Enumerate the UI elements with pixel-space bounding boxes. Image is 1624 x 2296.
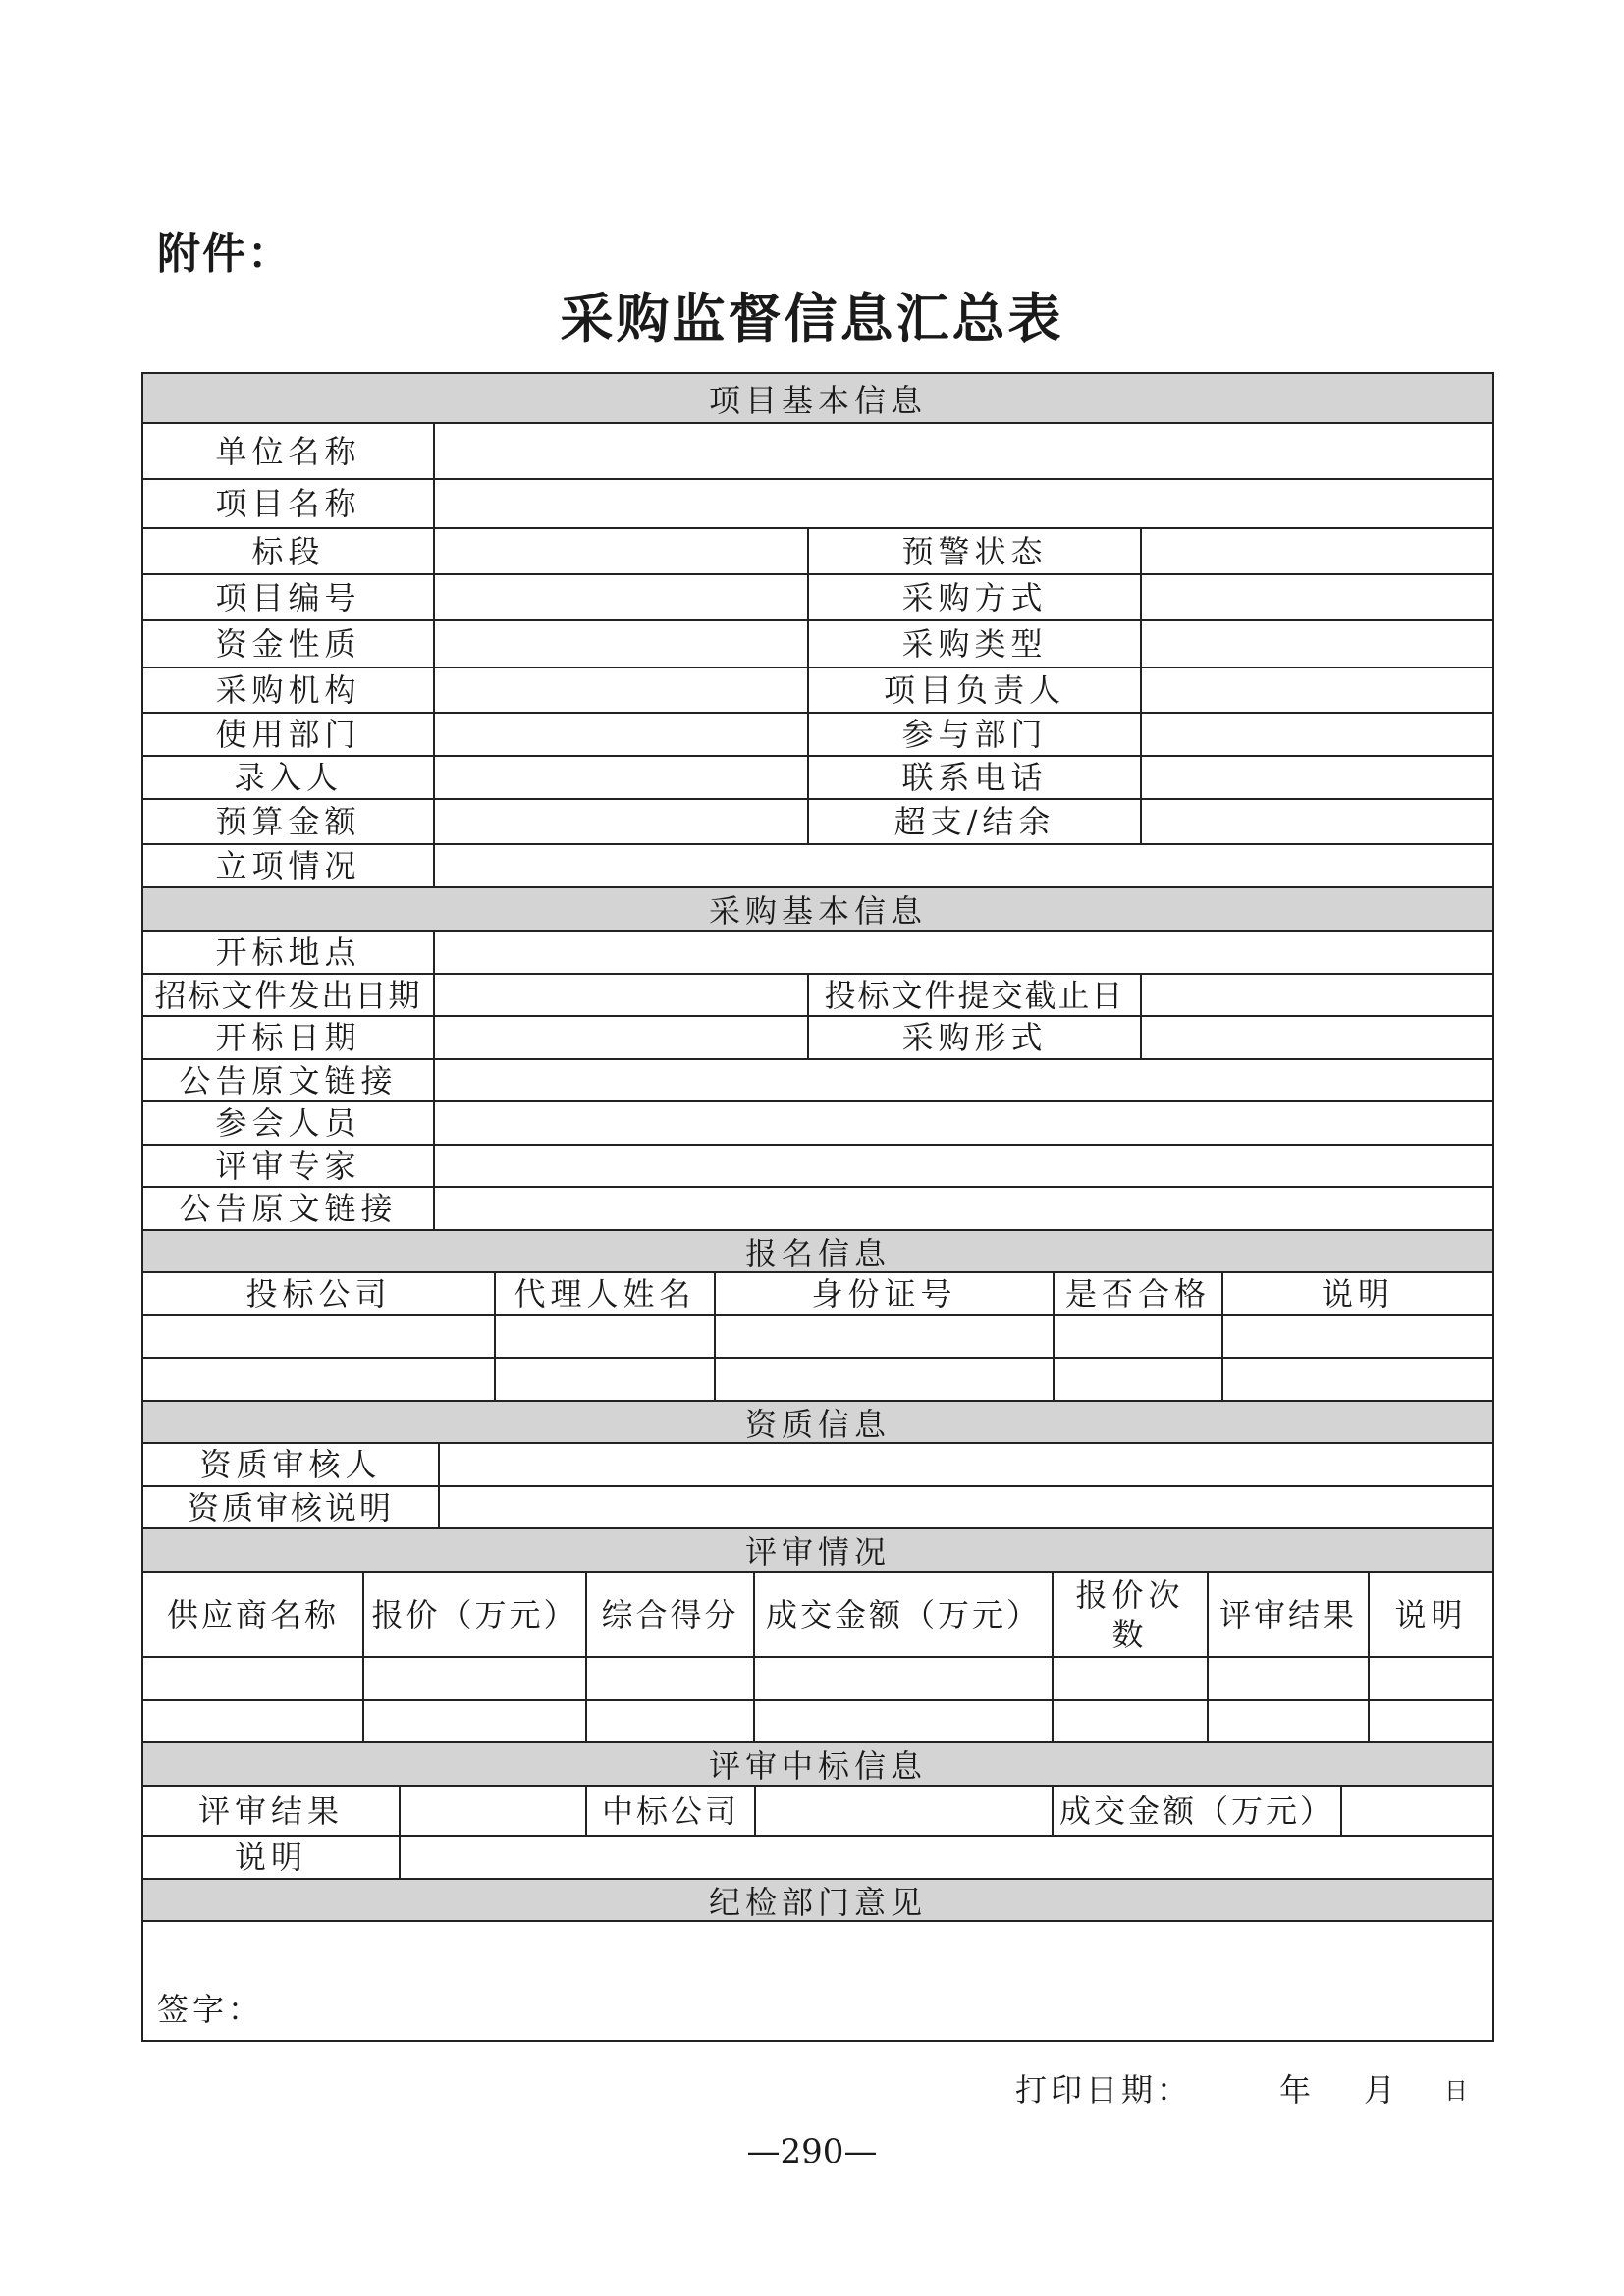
value-winner[interactable] — [756, 1787, 1054, 1835]
label-winner: 中标公司 — [587, 1787, 756, 1835]
col-quote-count: 报价次数 — [1054, 1573, 1209, 1656]
section-title: 资质信息 — [744, 1405, 891, 1443]
value-bid-location[interactable] — [435, 932, 1492, 973]
registration-header-row — [143, 1273, 1492, 1316]
section-title: 采购基本信息 — [708, 892, 927, 930]
row-lot — [143, 529, 1492, 575]
row-entered-by — [143, 757, 1492, 800]
table-cell[interactable] — [587, 1658, 755, 1699]
value-award-deal-amount[interactable] — [1342, 1787, 1492, 1835]
label-bid-deadline: 投标文件提交截止日 — [809, 975, 1142, 1015]
table-cell[interactable] — [1055, 1316, 1223, 1357]
label-doc-issue-date: 招标文件发出日期 — [143, 975, 435, 1015]
table-cell[interactable] — [755, 1658, 1054, 1699]
label-using-dept: 使用部门 — [143, 714, 435, 755]
table-row — [143, 1359, 1492, 1402]
section-title: 评审中标信息 — [708, 1747, 927, 1785]
label-fund-nature: 资金性质 — [143, 621, 435, 667]
print-day-label: 日 — [1444, 2077, 1472, 2105]
col-supplier-name: 供应商名称 — [143, 1573, 364, 1656]
row-qual-reviewer — [143, 1444, 1492, 1487]
row-project-name — [143, 480, 1492, 529]
row-using-dept — [143, 714, 1492, 757]
value-bid-deadline[interactable] — [1142, 975, 1492, 1015]
value-award-result[interactable] — [401, 1787, 587, 1835]
table-cell[interactable] — [496, 1359, 716, 1400]
row-approval — [143, 845, 1492, 888]
col-note: 说明 — [1394, 1595, 1468, 1633]
table-cell[interactable] — [716, 1316, 1055, 1357]
row-unit-name — [143, 424, 1492, 480]
col-score: 综合得分 — [587, 1573, 755, 1656]
table-cell[interactable] — [1223, 1359, 1492, 1400]
table-cell[interactable] — [587, 1701, 755, 1741]
page-number: —290— — [746, 2132, 878, 2171]
print-year-label: 年 — [1279, 2071, 1316, 2109]
label-bid-date: 开标日期 — [143, 1017, 435, 1058]
label-award-note: 说明 — [143, 1837, 401, 1878]
row-award-result — [143, 1787, 1492, 1837]
label-procure-type: 采购类型 — [809, 621, 1142, 667]
value-procure-form[interactable] — [1142, 1017, 1492, 1058]
section-project-basic — [143, 374, 1492, 424]
print-month-label: 月 — [1364, 2071, 1400, 2109]
row-attendees — [143, 1102, 1492, 1146]
col-id-number: 身份证号 — [716, 1273, 1055, 1314]
label-experts: 评审专家 — [143, 1146, 435, 1186]
label-over-balance: 超支/结余 — [809, 800, 1142, 843]
label-project-no: 项目编号 — [143, 575, 435, 619]
row-bid-date — [143, 1017, 1492, 1060]
label-project-leader: 项目负责人 — [809, 668, 1142, 712]
table-cell[interactable] — [364, 1701, 587, 1741]
col-bidder-company: 投标公司 — [143, 1273, 496, 1314]
signature-label: 签字： — [157, 1991, 264, 2028]
col-quote: 报价（万元） — [364, 1573, 587, 1656]
value-procure-agency[interactable] — [435, 668, 809, 712]
label-contact-phone: 联系电话 — [809, 757, 1142, 798]
label-qual-note: 资质审核说明 — [143, 1487, 440, 1527]
value-procure-method[interactable] — [1142, 575, 1492, 619]
row-notice-link-2 — [143, 1188, 1492, 1231]
value-procure-type[interactable] — [1142, 621, 1492, 667]
label-budget-amount: 预算金额 — [143, 800, 435, 843]
label-project-name: 项目名称 — [143, 480, 435, 527]
row-project-no — [143, 575, 1492, 621]
label-procure-method: 采购方式 — [809, 575, 1142, 619]
label-warning-status: 预警状态 — [809, 529, 1142, 573]
row-notice-link — [143, 1060, 1492, 1102]
section-title: 报名信息 — [744, 1234, 891, 1272]
section-qualification — [143, 1402, 1492, 1444]
col-deal-amount: 成交金额（万元） — [755, 1573, 1054, 1656]
section-title: 项目基本信息 — [708, 381, 927, 419]
label-bid-location: 开标地点 — [143, 932, 435, 973]
attachment-label: 附件： — [157, 229, 293, 279]
table-cell[interactable] — [1370, 1658, 1492, 1699]
value-project-no[interactable] — [435, 575, 809, 619]
col-qualified: 是否合格 — [1055, 1273, 1223, 1314]
table-cell[interactable] — [1055, 1359, 1223, 1400]
discipline-opinion-box[interactable] — [143, 1922, 1492, 2040]
section-registration — [143, 1231, 1492, 1273]
label-notice-link-2: 公告原文链接 — [143, 1188, 435, 1229]
row-fund-nature — [143, 621, 1492, 668]
col-review-result: 评审结果 — [1209, 1573, 1370, 1656]
value-warning-status[interactable] — [1142, 529, 1492, 573]
value-bid-date[interactable] — [435, 1017, 809, 1058]
value-doc-issue-date[interactable] — [435, 975, 809, 1015]
section-title: 纪检部门意见 — [708, 1883, 927, 1921]
value-notice-link-2[interactable] — [435, 1188, 1492, 1229]
table-cell[interactable] — [143, 1701, 364, 1741]
table-cell[interactable] — [1370, 1701, 1492, 1741]
value-budget-amount[interactable] — [435, 800, 809, 843]
table-cell[interactable] — [1209, 1701, 1370, 1741]
value-project-leader[interactable] — [1142, 668, 1492, 712]
table-cell[interactable] — [364, 1658, 587, 1699]
section-award — [143, 1743, 1492, 1787]
section-review — [143, 1529, 1492, 1573]
value-qual-reviewer[interactable] — [440, 1444, 1492, 1485]
row-qual-note — [143, 1487, 1492, 1529]
value-contact-phone[interactable] — [1142, 757, 1492, 798]
label-attendees: 参会人员 — [143, 1102, 435, 1144]
value-approval-status[interactable] — [435, 845, 1492, 886]
section-title: 评审情况 — [744, 1533, 891, 1571]
label-notice-link: 公告原文链接 — [143, 1060, 435, 1100]
row-budget — [143, 800, 1492, 845]
label-qual-reviewer: 资质审核人 — [143, 1444, 440, 1485]
value-over-balance[interactable] — [1142, 800, 1492, 843]
row-award-note — [143, 1837, 1492, 1880]
table-row — [143, 1701, 1492, 1743]
table-cell[interactable] — [143, 1658, 364, 1699]
table-cell[interactable] — [143, 1316, 496, 1357]
table-row — [143, 1316, 1492, 1359]
label-procure-form: 采购形式 — [809, 1017, 1142, 1058]
label-approval-status: 立项情况 — [143, 845, 435, 886]
summary-table — [141, 372, 1494, 2042]
col-agent-name: 代理人姓名 — [496, 1273, 716, 1314]
label-award-deal-amount: 成交金额（万元） — [1054, 1787, 1342, 1835]
label-participating-dept: 参与部门 — [809, 714, 1142, 755]
table-cell[interactable] — [1054, 1701, 1209, 1741]
label-award-result: 评审结果 — [143, 1787, 401, 1835]
value-qual-note[interactable] — [440, 1487, 1492, 1527]
section-discipline — [143, 1880, 1492, 1922]
page-title: 采购监督信息汇总表 — [560, 287, 1064, 349]
value-unit-name[interactable] — [435, 424, 1492, 478]
row-procure-agency — [143, 668, 1492, 714]
col-note: 说明 — [1321, 1275, 1394, 1312]
value-experts[interactable] — [435, 1146, 1492, 1186]
label-unit-name: 单位名称 — [143, 424, 435, 478]
print-date-label: 打印日期： — [1015, 2071, 1193, 2109]
table-cell[interactable] — [1209, 1658, 1370, 1699]
table-cell[interactable] — [755, 1701, 1054, 1741]
review-header-row — [143, 1573, 1492, 1658]
table-cell[interactable] — [1054, 1658, 1209, 1699]
table-cell[interactable] — [1223, 1316, 1492, 1357]
label-lot: 标段 — [143, 529, 435, 573]
row-doc-issue — [143, 975, 1492, 1017]
label-procure-agency: 采购机构 — [143, 668, 435, 712]
value-fund-nature[interactable] — [435, 621, 809, 667]
row-bid-location — [143, 932, 1492, 975]
label-entered-by: 录入人 — [143, 757, 435, 798]
value-award-note[interactable] — [401, 1837, 1492, 1878]
table-cell[interactable] — [716, 1359, 1055, 1400]
table-row — [143, 1658, 1492, 1701]
value-lot[interactable] — [435, 529, 809, 573]
table-cell[interactable] — [143, 1359, 496, 1400]
value-using-dept[interactable] — [435, 714, 809, 755]
value-participating-dept[interactable] — [1142, 714, 1492, 755]
row-experts — [143, 1146, 1492, 1188]
value-entered-by[interactable] — [435, 757, 809, 798]
value-project-name[interactable] — [435, 480, 1492, 527]
table-cell[interactable] — [496, 1316, 716, 1357]
value-attendees[interactable] — [435, 1102, 1492, 1144]
section-procurement-basic — [143, 888, 1492, 932]
value-notice-link[interactable] — [435, 1060, 1492, 1100]
